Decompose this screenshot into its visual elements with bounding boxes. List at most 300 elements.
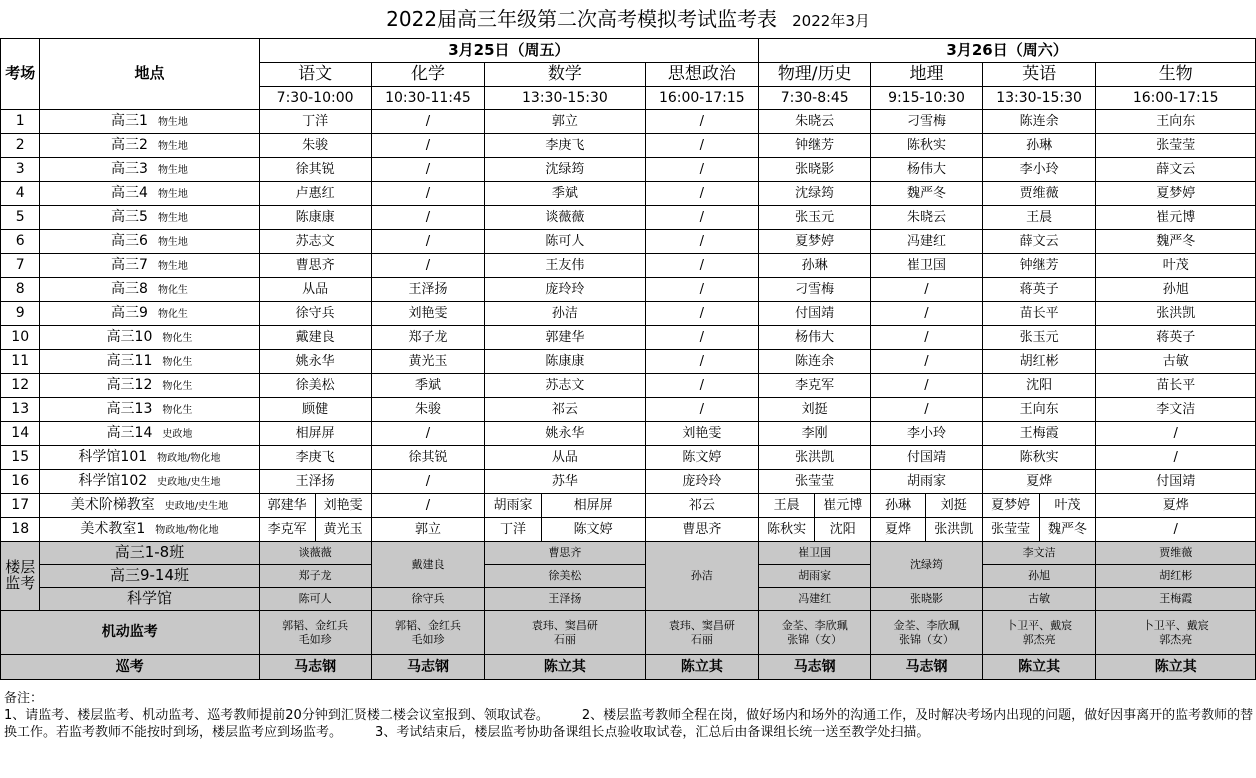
floor-row xyxy=(1,565,1256,588)
room-number: 13 xyxy=(1,398,40,422)
header-day2: 3月26日（周六） xyxy=(759,39,1256,63)
room-subject-combo: 物政地/物化地 xyxy=(155,525,219,537)
room-number: 18 xyxy=(1,518,40,542)
invigilator-cell: 冯建红 xyxy=(871,230,983,254)
floor-shengwu: 胡红彬 xyxy=(1096,565,1256,588)
invigilator-cell: 张莹莹 xyxy=(759,470,871,494)
room-subject-combo: 物生地 xyxy=(157,237,188,249)
floor-yuwen: 陈可人 xyxy=(259,588,371,611)
room-name: 高三5 xyxy=(111,209,148,226)
room-name: 高三3 xyxy=(111,161,148,178)
mobile-line: 毛如珍 xyxy=(298,632,332,646)
invigilator-cell: 丁洋 xyxy=(259,110,371,134)
room-location xyxy=(40,326,259,350)
invigilator-cell: / xyxy=(871,398,983,422)
invigilator-cell: 苗长平 xyxy=(982,302,1096,326)
room-number: 12 xyxy=(1,374,40,398)
table-row xyxy=(1,446,1256,470)
room-location xyxy=(40,398,259,422)
room-location xyxy=(40,470,259,494)
invigilator-cell: 蒋英子 xyxy=(982,278,1096,302)
time-wuli: 7:30-8:45 xyxy=(759,87,871,110)
table-row xyxy=(1,134,1256,158)
invigilator-cell: 夏烨 xyxy=(1096,494,1256,518)
room-location xyxy=(40,374,259,398)
subject-yingyu: 英语 xyxy=(982,63,1096,87)
room-subject-combo: 物生地 xyxy=(157,261,188,273)
time-yingyu: 13:30-15:30 xyxy=(982,87,1096,110)
invigilator-cell: 薛文云 xyxy=(1096,158,1256,182)
invigilator-cell: / xyxy=(1096,518,1256,542)
mobile-line: 郭韬、金红兵 xyxy=(394,618,461,632)
floor-wuli: 崔卫国 xyxy=(759,542,871,565)
notes-title: 备注： xyxy=(4,691,44,706)
invigilator-cell: 魏严冬 xyxy=(1096,230,1256,254)
invigilator-cell: 徐其锐 xyxy=(259,158,371,182)
invigilator-cell: 古敏 xyxy=(1096,350,1256,374)
invigilator-cell: 朱骏 xyxy=(371,398,485,422)
invigilator-cell: / xyxy=(871,350,983,374)
notes-body: 1、请监考、楼层监考、机动监考、巡考教师提前20分钟到汇贤楼二楼会议室报到、领取试卷。 2、楼层监考教师全程在岗，做好场内和场外的沟通工作，及时解决考场内出现的问题，做好因事离开的监考教师的替换工作。若监考教师不能按时到场，楼层监考应到场监考。 3、考试结束后，楼层监考协助备课组长点验收取试卷，汇总后由备课组长统一送至教学处扫描。 xyxy=(4,708,1254,740)
room-name: 高三14 xyxy=(106,425,153,442)
invigilator-cell: 钟继芳 xyxy=(982,254,1096,278)
time-yuwen: 7:30-10:00 xyxy=(259,87,371,110)
invigilator-cell: 孙琳 xyxy=(982,134,1096,158)
floor-shuxue: 曹思齐 xyxy=(485,542,645,565)
invigilator-cell: 朱骏 xyxy=(259,134,371,158)
floor-huaxue: 戴建良 xyxy=(371,542,485,588)
invigilator-cell: 张玉元 xyxy=(759,206,871,230)
invigilator-cell: 张莹莹 xyxy=(1096,134,1256,158)
room-number: 15 xyxy=(1,446,40,470)
table-row xyxy=(1,254,1256,278)
mobile-line: 张锦（女） xyxy=(787,632,843,646)
invigilator-cell: 王向东 xyxy=(1096,110,1256,134)
table-row xyxy=(1,110,1256,134)
table-row xyxy=(1,158,1256,182)
room-name: 科学馆102 xyxy=(78,473,148,490)
invigilator-cell: 李文洁 xyxy=(1096,398,1256,422)
invigilator-cell: 刁雪梅 xyxy=(759,278,871,302)
invigilator-cell: 胡红彬 xyxy=(982,350,1096,374)
invigilator-cell: 魏严冬 xyxy=(871,182,983,206)
floor-group: 高三1-8班 xyxy=(40,542,259,565)
invigilator-cell: 张洪凯 xyxy=(759,446,871,470)
patrol-cell: 陈立其 xyxy=(645,655,759,680)
floor-zhengzhi: 孙洁 xyxy=(645,542,759,611)
patrol-cell: 陈立其 xyxy=(982,655,1096,680)
invigilator-cell: / xyxy=(1096,422,1256,446)
invigilator-cell: 孙琳 xyxy=(871,494,926,518)
mobile-cell xyxy=(871,611,983,655)
room-subject-combo: 物政地/物化地 xyxy=(157,453,221,465)
floor-dili: 张晓影 xyxy=(871,588,983,611)
mobile-line: 金荃、李欣珮 xyxy=(781,618,848,632)
invigilator-cell: 王向东 xyxy=(982,398,1096,422)
invigilator-cell: 陈秋实 xyxy=(759,518,815,542)
invigilator-cell: 夏烨 xyxy=(982,470,1096,494)
invigilator-cell: / xyxy=(871,302,983,326)
invigilator-cell: 黄光玉 xyxy=(315,518,371,542)
invigilator-cell: / xyxy=(645,134,759,158)
invigilator-cell: 丁洋 xyxy=(485,518,541,542)
mobile-line: 石丽 xyxy=(553,632,576,646)
invigilator-cell: 郭建华 xyxy=(485,326,645,350)
room-number: 11 xyxy=(1,350,40,374)
invigilator-cell: 孙旭 xyxy=(1096,278,1256,302)
floor-huaxue: 徐守兵 xyxy=(371,588,485,611)
invigilator-cell: 李克军 xyxy=(259,518,315,542)
invigilator-cell: 崔元博 xyxy=(815,494,871,518)
invigilator-cell: 刘挺 xyxy=(759,398,871,422)
invigilator-cell: 庞玲玲 xyxy=(645,470,759,494)
floor-yuwen: 郑子龙 xyxy=(259,565,371,588)
mobile-cell xyxy=(371,611,485,655)
table-row xyxy=(1,326,1256,350)
invigilator-cell: 朱晓云 xyxy=(759,110,871,134)
room-name: 高三13 xyxy=(106,401,153,418)
floor-shengwu: 贾维薇 xyxy=(1096,542,1256,565)
time-zhengzhi: 16:00-17:15 xyxy=(645,87,759,110)
invigilator-cell: 苏志文 xyxy=(259,230,371,254)
invigilator-cell: 黄光玉 xyxy=(371,350,485,374)
room-number: 3 xyxy=(1,158,40,182)
time-dili: 9:15-10:30 xyxy=(871,87,983,110)
invigilator-cell: 曹思齐 xyxy=(645,518,759,542)
room-name: 高三7 xyxy=(111,257,148,274)
room-name: 高三1 xyxy=(111,113,148,130)
room-number: 2 xyxy=(1,134,40,158)
subject-yuwen: 语文 xyxy=(259,63,371,87)
invigilator-cell: 苏华 xyxy=(485,470,645,494)
room-number: 7 xyxy=(1,254,40,278)
time-huaxue: 10:30-11:45 xyxy=(371,87,485,110)
mobile-line: 郭杰亮 xyxy=(1022,632,1056,646)
invigilator-cell: 郭立 xyxy=(485,110,645,134)
invigilator-cell: 郑子龙 xyxy=(371,326,485,350)
room-location xyxy=(40,278,259,302)
floor-wuli: 胡雨家 xyxy=(759,565,871,588)
invigilator-cell: 李克军 xyxy=(759,374,871,398)
subject-zhengzhi: 思想政治 xyxy=(645,63,759,87)
invigilator-cell: 陈秋实 xyxy=(982,446,1096,470)
room-location xyxy=(40,230,259,254)
invigilator-cell: 姚永华 xyxy=(485,422,645,446)
invigilator-cell: 曹思齐 xyxy=(259,254,371,278)
room-name: 高三2 xyxy=(111,137,148,154)
invigilator-cell: 相屏屏 xyxy=(541,494,645,518)
room-subject-combo: 物化生 xyxy=(162,405,193,417)
invigilator-cell: 胡雨家 xyxy=(871,470,983,494)
invigilator-cell: / xyxy=(371,230,485,254)
floor-shuxue: 王泽扬 xyxy=(485,588,645,611)
invigilator-cell: 王梅霞 xyxy=(982,422,1096,446)
invigilator-cell: 祁云 xyxy=(645,494,759,518)
subject-huaxue: 化学 xyxy=(371,63,485,87)
mobile-cell xyxy=(485,611,645,655)
invigilator-cell: 张洪凯 xyxy=(1096,302,1256,326)
invigilator-cell: 苏志文 xyxy=(485,374,645,398)
room-subject-combo: 史政地/史生地 xyxy=(164,501,229,513)
room-location xyxy=(40,158,259,182)
invigilator-cell: / xyxy=(645,326,759,350)
invigilator-cell: 苗长平 xyxy=(1096,374,1256,398)
invigilator-cell: 叶茂 xyxy=(1096,254,1256,278)
invigilator-cell: / xyxy=(371,110,485,134)
invigilator-cell: / xyxy=(645,374,759,398)
invigilator-cell: / xyxy=(871,326,983,350)
table-row xyxy=(1,422,1256,446)
patrol-row xyxy=(1,655,1256,680)
invigilator-cell: 崔元博 xyxy=(1096,206,1256,230)
invigilator-cell: 刘挺 xyxy=(925,494,982,518)
room-location xyxy=(40,446,259,470)
invigilator-cell: 沈阳 xyxy=(815,518,871,542)
invigilator-cell: / xyxy=(645,398,759,422)
table-row xyxy=(1,518,1256,542)
room-location xyxy=(40,494,259,518)
invigilator-cell: 王泽扬 xyxy=(259,470,371,494)
room-location xyxy=(40,254,259,278)
floor-yingyu: 古敏 xyxy=(982,588,1096,611)
invigilator-cell: / xyxy=(371,422,485,446)
invigilator-cell: 姚永华 xyxy=(259,350,371,374)
room-name: 高三10 xyxy=(106,329,153,346)
patrol-cell: 陈立其 xyxy=(1096,655,1256,680)
invigilator-cell: / xyxy=(371,470,485,494)
invigilator-cell: 刘艳雯 xyxy=(371,302,485,326)
patrol-cell: 陈立其 xyxy=(485,655,645,680)
invigilator-cell: / xyxy=(371,134,485,158)
floor-wuli: 冯建红 xyxy=(759,588,871,611)
invigilator-cell: 季斌 xyxy=(485,182,645,206)
subject-shengwu: 生物 xyxy=(1096,63,1256,87)
invigilation-table xyxy=(0,38,1256,680)
floor-dili: 沈绿筠 xyxy=(871,542,983,588)
room-location xyxy=(40,182,259,206)
table-row xyxy=(1,302,1256,326)
mobile-label: 机动监考 xyxy=(1,611,260,655)
room-subject-combo: 物生地 xyxy=(157,117,188,129)
invigilator-cell: / xyxy=(645,182,759,206)
room-name: 高三12 xyxy=(106,377,153,394)
invigilator-cell: 魏严冬 xyxy=(1039,518,1096,542)
room-number: 16 xyxy=(1,470,40,494)
invigilator-cell: 李庚飞 xyxy=(485,134,645,158)
room-name: 高三4 xyxy=(111,185,148,202)
room-name: 高三6 xyxy=(111,233,148,250)
invigilator-cell: / xyxy=(645,110,759,134)
mobile-cell xyxy=(759,611,871,655)
room-subject-combo: 史政地 xyxy=(162,429,193,441)
time-shuxue: 13:30-15:30 xyxy=(485,87,645,110)
table-row xyxy=(1,398,1256,422)
mobile-line: 袁玮、窦昌研 xyxy=(668,618,735,632)
invigilator-cell: / xyxy=(645,278,759,302)
invigilator-cell: 顾健 xyxy=(259,398,371,422)
room-number: 14 xyxy=(1,422,40,446)
mobile-line: 郭杰亮 xyxy=(1159,632,1193,646)
invigilator-cell: / xyxy=(645,302,759,326)
invigilator-cell: 陈文婷 xyxy=(645,446,759,470)
invigilator-cell: / xyxy=(645,350,759,374)
floor-shengwu: 王梅霞 xyxy=(1096,588,1256,611)
table-row xyxy=(1,350,1256,374)
mobile-line: 卜卫平、戴宸 xyxy=(1142,618,1209,632)
mobile-cell xyxy=(259,611,371,655)
invigilator-cell: 徐守兵 xyxy=(259,302,371,326)
mobile-row xyxy=(1,611,1256,655)
floor-yuwen: 谈薇薇 xyxy=(259,542,371,565)
invigilator-cell: 薛文云 xyxy=(982,230,1096,254)
mobile-line: 张锦（女） xyxy=(898,632,954,646)
invigilator-cell: 王友伟 xyxy=(485,254,645,278)
subject-shuxue: 数学 xyxy=(485,63,645,87)
mobile-cell xyxy=(1096,611,1256,655)
invigilator-cell: 夏烨 xyxy=(871,518,926,542)
room-subject-combo: 物生地 xyxy=(157,189,188,201)
subject-dili: 地理 xyxy=(871,63,983,87)
header-place: 地点 xyxy=(40,39,259,110)
room-number: 1 xyxy=(1,110,40,134)
invigilator-cell: 蒋英子 xyxy=(1096,326,1256,350)
room-location xyxy=(40,206,259,230)
invigilator-cell: 陈康康 xyxy=(485,350,645,374)
table-row xyxy=(1,494,1256,518)
invigilator-cell: 付国靖 xyxy=(759,302,871,326)
invigilator-cell: 付国靖 xyxy=(1096,470,1256,494)
room-name: 美术教室1 xyxy=(80,521,146,538)
room-subject-combo: 物生地 xyxy=(157,213,188,225)
invigilator-cell: / xyxy=(645,206,759,230)
invigilator-cell: 叶茂 xyxy=(1039,494,1096,518)
invigilator-cell: 李庚飞 xyxy=(259,446,371,470)
invigilator-cell: 陈连余 xyxy=(982,110,1096,134)
room-number: 9 xyxy=(1,302,40,326)
invigilator-cell: 王晨 xyxy=(982,206,1096,230)
table-row xyxy=(1,230,1256,254)
invigilator-cell: / xyxy=(371,158,485,182)
invigilator-cell: / xyxy=(645,254,759,278)
invigilator-cell: 郭立 xyxy=(371,518,485,542)
room-location xyxy=(40,350,259,374)
invigilator-cell: / xyxy=(1096,446,1256,470)
invigilator-cell: 张洪凯 xyxy=(925,518,982,542)
mobile-line: 袁玮、窦昌研 xyxy=(531,618,598,632)
invigilator-cell: 刁雪梅 xyxy=(871,110,983,134)
invigilator-cell: 沈绿筠 xyxy=(759,182,871,206)
invigilator-cell: 张晓影 xyxy=(759,158,871,182)
invigilator-cell: 杨伟大 xyxy=(871,158,983,182)
invigilator-cell: 陈康康 xyxy=(259,206,371,230)
table-row xyxy=(1,374,1256,398)
room-number: 5 xyxy=(1,206,40,230)
invigilator-cell: 夏梦婷 xyxy=(759,230,871,254)
invigilator-cell: 张莹莹 xyxy=(982,518,1039,542)
invigilator-cell: / xyxy=(371,254,485,278)
room-location xyxy=(40,302,259,326)
room-location xyxy=(40,422,259,446)
invigilator-cell: 杨伟大 xyxy=(759,326,871,350)
invigilator-cell: 朱晓云 xyxy=(871,206,983,230)
invigilator-cell: 陈连余 xyxy=(759,350,871,374)
room-location xyxy=(40,518,259,542)
room-number: 10 xyxy=(1,326,40,350)
invigilator-cell: 从品 xyxy=(485,446,645,470)
invigilator-cell: 贾维薇 xyxy=(982,182,1096,206)
invigilator-cell: 戴建良 xyxy=(259,326,371,350)
floor-group: 科学馆 xyxy=(40,588,259,611)
table-row xyxy=(1,206,1256,230)
invigilator-cell: / xyxy=(871,374,983,398)
table-row xyxy=(1,182,1256,206)
floor-label: 楼层监考 xyxy=(1,542,40,611)
invigilator-cell: 王晨 xyxy=(759,494,815,518)
room-subject-combo: 物化生 xyxy=(162,333,193,345)
floor-shuxue: 徐美松 xyxy=(485,565,645,588)
invigilator-cell: 相屏屏 xyxy=(259,422,371,446)
invigilator-cell: 夏梦婷 xyxy=(982,494,1039,518)
patrol-cell: 马志钢 xyxy=(759,655,871,680)
page-title xyxy=(0,0,1256,38)
invigilator-cell: / xyxy=(645,158,759,182)
room-name: 高三8 xyxy=(111,281,148,298)
invigilator-cell: 李小玲 xyxy=(982,158,1096,182)
room-subject-combo: 物生地 xyxy=(157,165,188,177)
room-subject-combo: 物化生 xyxy=(157,309,188,321)
room-name: 高三9 xyxy=(111,305,148,322)
invigilator-cell: / xyxy=(645,230,759,254)
table-row xyxy=(1,278,1256,302)
room-name: 高三11 xyxy=(106,353,153,370)
room-subject-combo: 物化生 xyxy=(157,285,188,297)
invigilator-cell: 刘艳雯 xyxy=(315,494,371,518)
invigilator-cell: 付国靖 xyxy=(871,446,983,470)
invigilator-cell: 王泽扬 xyxy=(371,278,485,302)
room-subject-combo: 史政地/史生地 xyxy=(157,477,221,489)
patrol-cell: 马志钢 xyxy=(371,655,485,680)
invigilator-cell: 郭建华 xyxy=(259,494,315,518)
invigilator-cell: 陈秋实 xyxy=(871,134,983,158)
room-subject-combo: 物化生 xyxy=(162,357,193,369)
invigilator-cell: 李刚 xyxy=(759,422,871,446)
invigilator-cell: 徐美松 xyxy=(259,374,371,398)
invigilator-cell: 沈绿筠 xyxy=(485,158,645,182)
patrol-label: 巡考 xyxy=(1,655,260,680)
document-title: 2022届高三年级第二次高考模拟考试监考表 xyxy=(386,7,778,31)
room-number: 8 xyxy=(1,278,40,302)
invigilator-cell: 胡雨家 xyxy=(485,494,541,518)
invigilator-cell: 陈可人 xyxy=(485,230,645,254)
room-number: 6 xyxy=(1,230,40,254)
invigilator-cell: 庞玲玲 xyxy=(485,278,645,302)
invigilator-cell: 崔卫国 xyxy=(871,254,983,278)
invigilator-cell: 夏梦婷 xyxy=(1096,182,1256,206)
subject-wuli: 物理/历史 xyxy=(759,63,871,87)
invigilator-cell: 刘艳雯 xyxy=(645,422,759,446)
header-day1: 3月25日（周五） xyxy=(259,39,759,63)
floor-row xyxy=(1,542,1256,565)
invigilator-cell: 徐其锐 xyxy=(371,446,485,470)
floor-yingyu: 孙旭 xyxy=(982,565,1096,588)
invigilator-cell: 谈薇薇 xyxy=(485,206,645,230)
room-location xyxy=(40,110,259,134)
mobile-line: 金荃、李欣珮 xyxy=(893,618,960,632)
mobile-line: 郭韬、金红兵 xyxy=(282,618,349,632)
document-date: 2022年3月 xyxy=(792,12,870,30)
header-room: 考场 xyxy=(1,39,40,110)
table-row xyxy=(1,470,1256,494)
